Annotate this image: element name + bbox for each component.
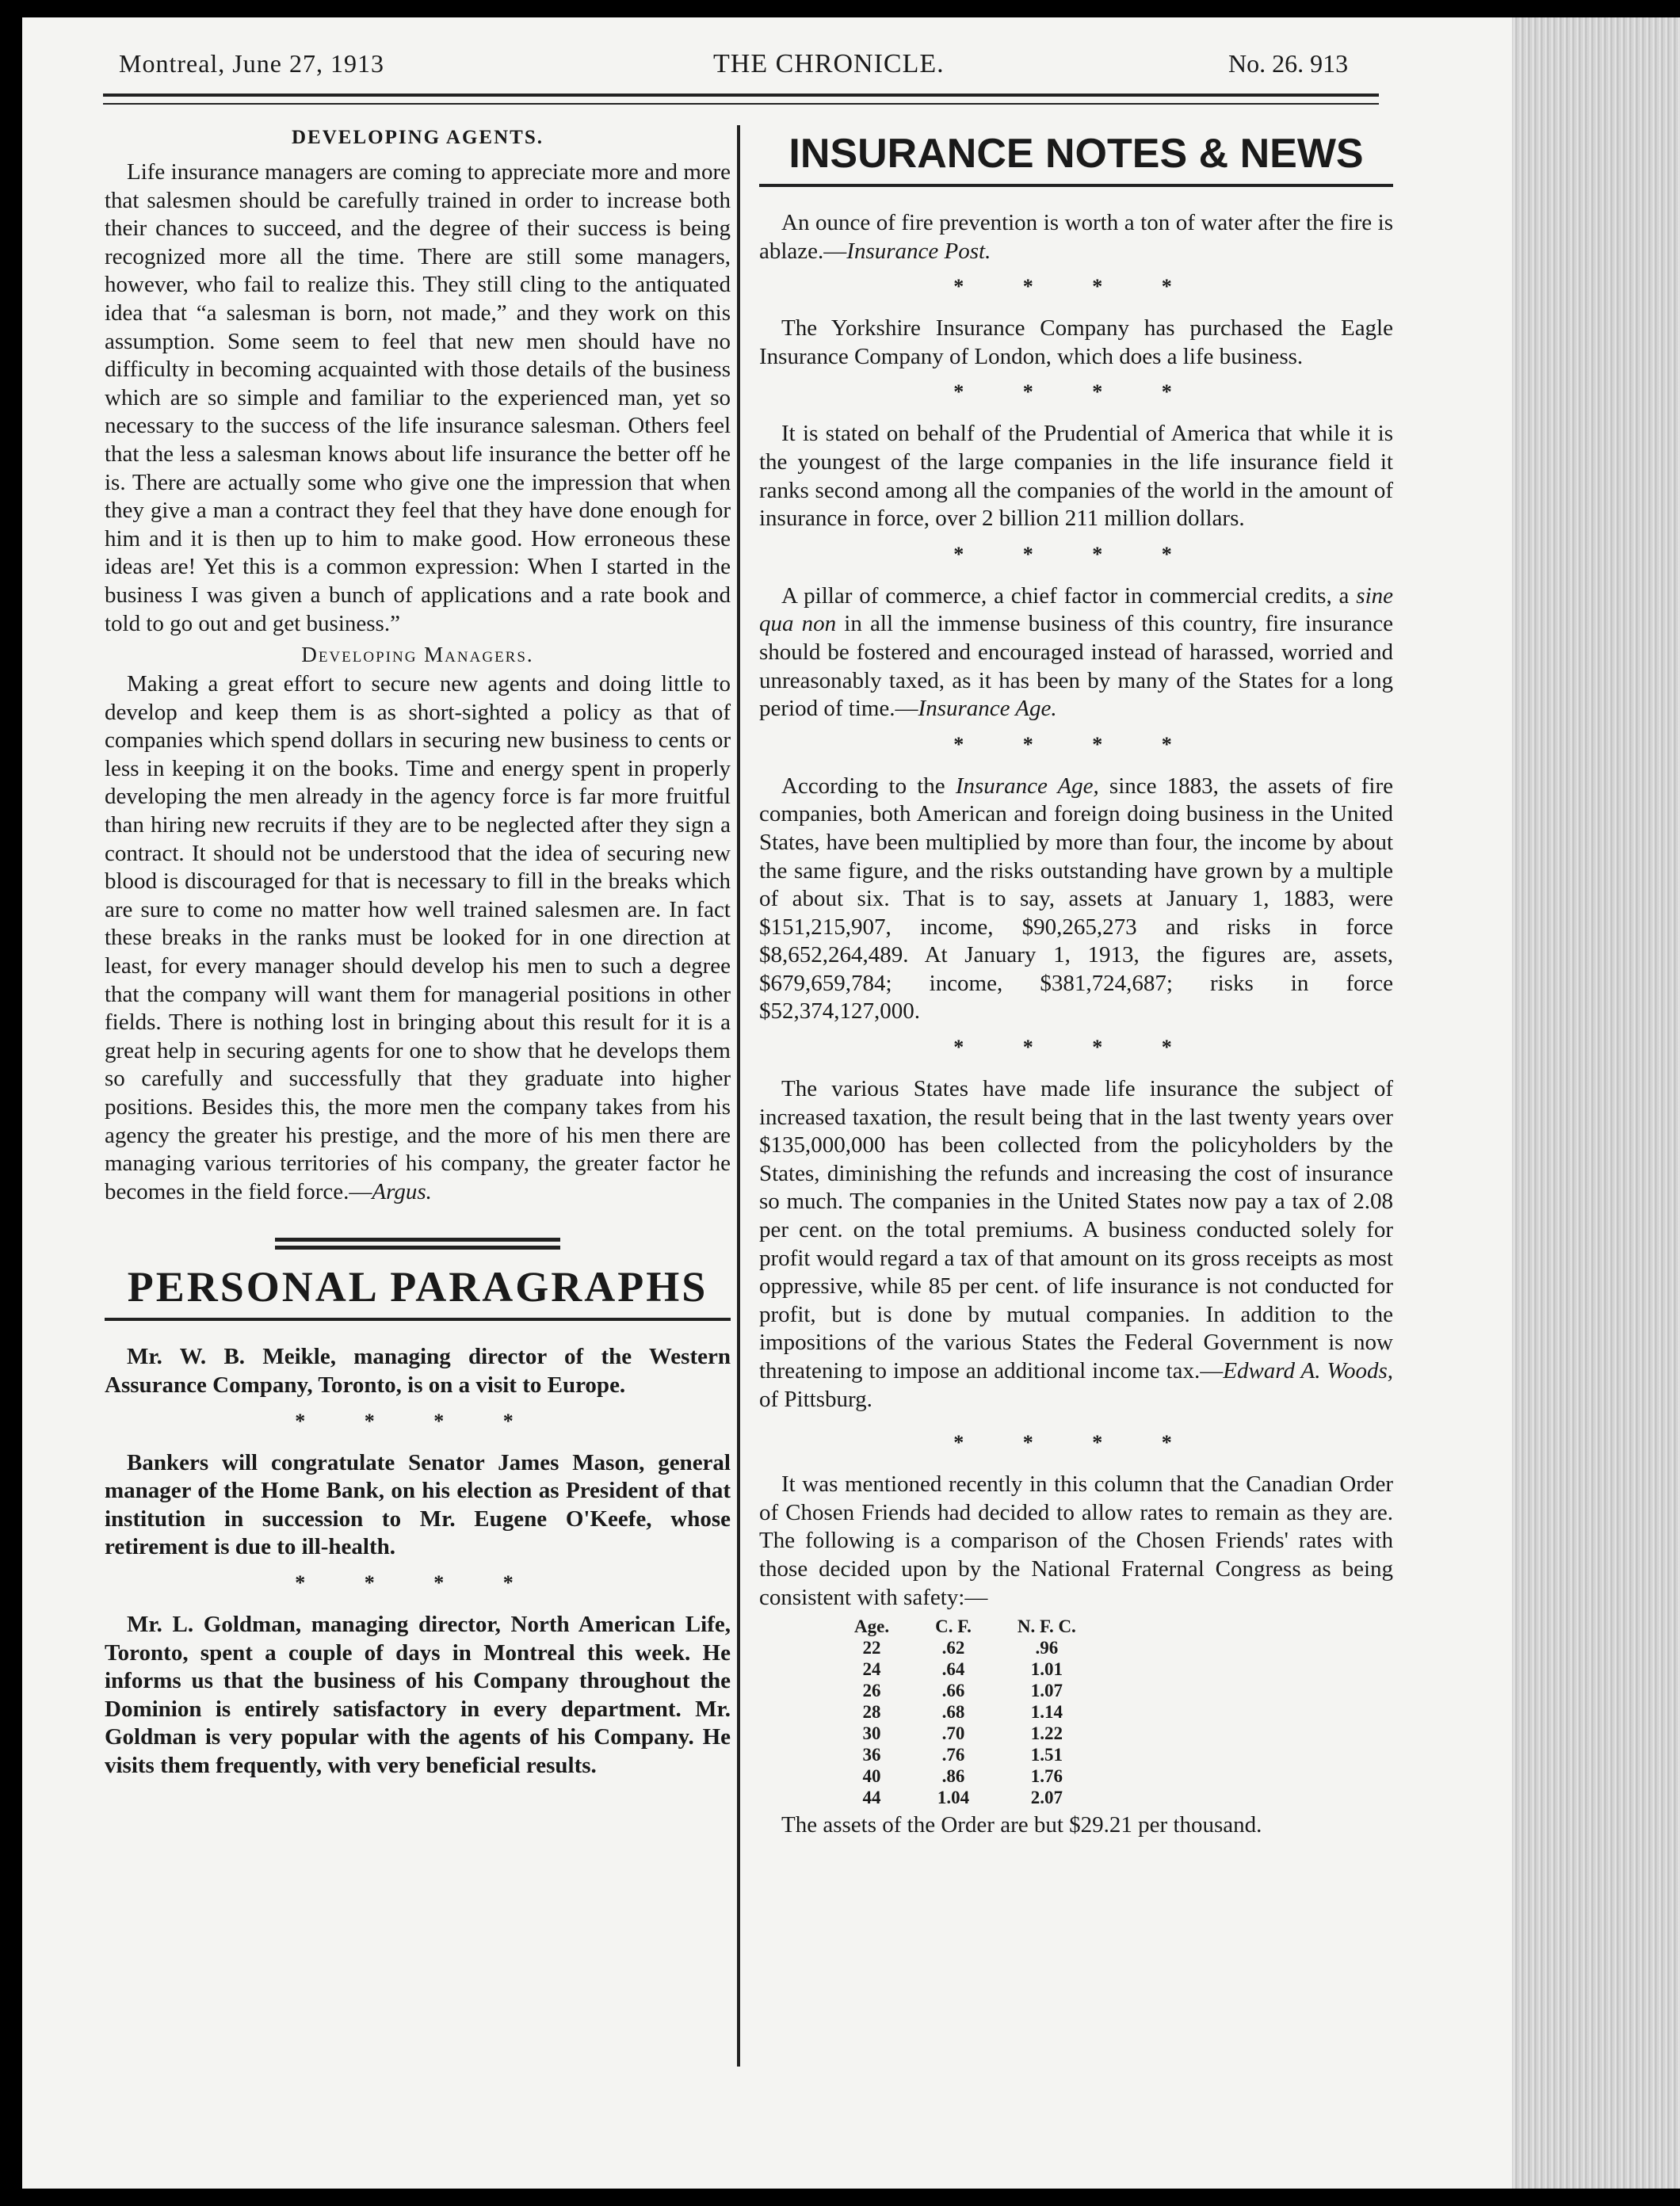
table-cell: .70 [941, 1723, 965, 1744]
note-prudential: It is stated on behalf of the Prudential of America that while it is the youngest of the large companies in the life insurance field it ranks second among all the companies of the world in the amount of insurance in force, over 2 billion 211 million dollars. [759, 421, 1393, 532]
separator-stars: * * * * [953, 732, 1199, 756]
separator-stars: * * * * [295, 1571, 540, 1594]
separator-stars: * * * * [953, 1036, 1199, 1059]
table-row [854, 1658, 1122, 1680]
note-chosen-friends: It was mentioned recently in this column that the Canadian Order of Chosen Friends had decided to allow rates to remain as they are. The following is a comparison of the Chosen Friends' rates with those decided upon by the National Fraternal Congress as being consistent with safety:— [759, 1471, 1393, 1610]
page-header [103, 49, 1371, 89]
left-column [105, 125, 731, 1780]
insurance-age-source: Insurance Age. [918, 696, 1057, 722]
note-fire-assets-text-b: since 1883, the assets of fire companies, both American and foreign doing business in the United States, have been multiplied by more than four, the income by about the same figure, and the risks outstanding have grown by a multiple of about six. That is to say, assets at January 1, 1883, were $151,215,907, income, $90,265,273 and risks in force $8,652,264,489. At January 1, 1913, the figures are, assets, $679,659,784; income, $381,724,687; risks in force $52,374,127,000. [759, 773, 1393, 1025]
note-pillar-of-commerce [759, 582, 1393, 723]
table-header-cell: C. F. [935, 1616, 972, 1637]
book-edge [1512, 17, 1680, 2189]
note-fire-assets-text-a: According to the [781, 773, 956, 799]
separator-stars: * * * * [953, 275, 1199, 299]
table-cell: .76 [941, 1745, 965, 1765]
developing-agents-text: Life insurance managers are coming to appreciate more and more that salesmen should be carefully trained in order to increase both their chances to succeed, and the degree of their success is being recognized more all the time. There are still some managers, however, who fail to realize this. They still cling to the antiquated idea that “a salesman is born, not made,” and they work on this assumption. Some seem to feel that new men should have no difficulty in becoming acquainted with those details of the business which are so simple and familiar to the experienced man, yet so necessary to the success of the life insurance salesman. Others feel that the less a salesman knows about life insurance the better off he is. There are actually some who give one the impression that when they give a man a contract they feel that they have done enough for him and it is then up to him to make good. How erroneous these ideas are! Yet this is a common expression: When I started in the business I was given a bunch of applications and a rate book and told to go out and get business.” [105, 159, 731, 636]
table-header-cell: N. F. C. [1017, 1616, 1076, 1637]
table-cell: 1.22 [1030, 1723, 1063, 1744]
table-row [854, 1701, 1122, 1723]
table-cell: 1.07 [1030, 1681, 1063, 1701]
note-yorkshire: The Yorkshire Insurance Company has purchased the Eagle Insurance Company of London, which does a life business. [759, 315, 1393, 369]
table-cell: 24 [862, 1659, 881, 1680]
table-cell: .86 [941, 1766, 965, 1787]
table-cell: 30 [862, 1723, 881, 1744]
table-cell: 44 [862, 1788, 881, 1808]
table-row [854, 1744, 1122, 1765]
table-cell: 36 [862, 1745, 881, 1765]
table-cell: 26 [862, 1681, 881, 1701]
header-rule [103, 94, 1379, 105]
closing-line: The assets of the Order are but $29.21 per thousand. [781, 1812, 1262, 1838]
header-dateline: Montreal, June 27, 1913 [119, 49, 384, 78]
table-cell: .68 [941, 1702, 965, 1723]
table-cell: 1.76 [1030, 1766, 1063, 1787]
personal-paragraph-mason: Bankers will congratulate Senator James Mason, general manager of the Home Bank, on his election as President of that institution in succession to Mr. Eugene O'Keefe, whose retirement is due to ill-health. [105, 1449, 731, 1560]
developing-agents-heading: DEVELOPING AGENTS. [291, 127, 544, 148]
note-pillar-text-b: in all the immense business of this country, fire insurance should be fostered and encouraged instead of harassed, worried and unreasonably taxed, as it has been by many of the States for a long period of time.— [759, 611, 1394, 722]
note-fire-assets-italic: Insurance Age, [955, 773, 1099, 799]
developing-managers-heading: Developing Managers. [301, 643, 534, 667]
personal-paragraph-meikle: Mr. W. B. Meikle, managing director of the Western Assurance Company, Toronto, is on a visit to Europe. [105, 1344, 731, 1398]
note-taxation-tail: of Pittsburg. [759, 1386, 872, 1412]
table-row [854, 1787, 1122, 1808]
section-rules [275, 1238, 560, 1250]
table-row [854, 1723, 1122, 1744]
table-header-cell: Age. [854, 1616, 890, 1637]
separator-stars: * * * * [953, 542, 1199, 566]
separator-stars: * * * * [295, 1409, 540, 1433]
table-cell: .66 [941, 1681, 965, 1701]
table-cell: .96 [1035, 1638, 1059, 1658]
personal-paragraphs-rule [105, 1318, 731, 1321]
table-cell: 22 [862, 1638, 881, 1658]
table-row [854, 1765, 1122, 1787]
note-fire-assets [759, 773, 1393, 1026]
separator-stars: * * * * [953, 380, 1199, 404]
note-fire-prevention [759, 209, 1393, 265]
table-cell: .62 [941, 1638, 965, 1658]
table-cell: 1.04 [937, 1788, 970, 1808]
table-cell: 1.01 [1030, 1659, 1063, 1680]
developing-managers-text [105, 670, 731, 1206]
table-cell: .64 [941, 1659, 965, 1680]
personal-paragraphs-heading: PERSONAL PARAGRAPHS [127, 1263, 708, 1311]
argus-source: Argus. [372, 1178, 432, 1204]
note-pillar-italic: sine qua non [759, 582, 1393, 637]
table-cell: 1.51 [1030, 1745, 1063, 1765]
insurance-notes-rule [759, 184, 1393, 187]
note-taxation-text: The various States have made life insurance the subject of increased taxation, the result being that in the last twenty years over $135,000,000 has been collected from the policyholders by the States, diminishing the refunds and increasing the cost of insurance so much. The companies in the United States now pay a tax of 2.08 per cent. on the total premiums. A business conducted solely for profit would regard a tax of that amount on its gross receipts as most oppressive, while 85 per cent. of life insurance is not conducted for profit, but is done by mutual companies. In addition to the impositions of the various States the Federal Government is now threatening to impose an additional income tax.— [759, 1076, 1393, 1384]
note-pillar-text-a: A pillar of commerce, a chief factor in commercial credits, a [781, 582, 1357, 609]
header-page-number: No. 26. 913 [1228, 49, 1349, 78]
developing-managers-body: Making a great effort to secure new agents and doing little to develop and keep them is as short-sighted a policy as that of companies which spend dollars in securing new business to cents or less in keeping it on the books. Time and energy spent in properly developing the men already in the agency force is far more fruitful than hiring new recruits if they are to be neglected after they sign a contract. It should not be understood that the idea of securing new blood is discouraged for that is necessary to fill in the breaks which are sure to come no matter how well trained salesmen are. In fact these breaks in the ranks must be looked for in one direction at least, for every manager should develop his men to such a degree that the company will want them for managerial positions in other fields. There is nothing lost in bringing about this result for it is a great help in securing agents for one to show that he develops them so carefully and successfully that they graduate into higher positions. Besides this, the more men the company takes from his agency the greater his prestige, and the more of his men there are managing various territories of his company, the greater factor he becomes in the field force.— [105, 671, 731, 1204]
table-cell: 28 [862, 1702, 881, 1723]
note-fire-prevention-text: An ounce of fire prevention is worth a ton of water after the fire is ablaze.— [759, 210, 1393, 264]
personal-paragraph-goldman: Mr. L. Goldman, managing director, North American Life, Toronto, spent a couple of days in Montreal this week. He informs us that the business of his Company throughout the Dominion is entirely satisfactory in every department. Mr. Goldman is very popular with the agents of his Company. He visits them frequently, with very beneficial results. [105, 1611, 731, 1778]
column-divider [737, 125, 740, 2067]
rates-table [854, 1616, 1122, 1808]
table-cell: 1.14 [1030, 1702, 1063, 1723]
table-row [854, 1637, 1122, 1658]
table-cell: 2.07 [1030, 1788, 1063, 1808]
note-taxation [759, 1075, 1393, 1414]
insurance-notes-heading: INSURANCE NOTES & NEWS [788, 131, 1364, 177]
woods-source: Edward A. Woods, [1223, 1358, 1393, 1384]
separator-stars: * * * * [953, 1431, 1199, 1455]
insurance-post-source: Insurance Post. [846, 238, 991, 264]
header-title: THE CHRONICLE. [713, 49, 945, 78]
table-cell: 40 [862, 1766, 881, 1787]
table-row [854, 1680, 1122, 1701]
right-column [759, 125, 1393, 1840]
